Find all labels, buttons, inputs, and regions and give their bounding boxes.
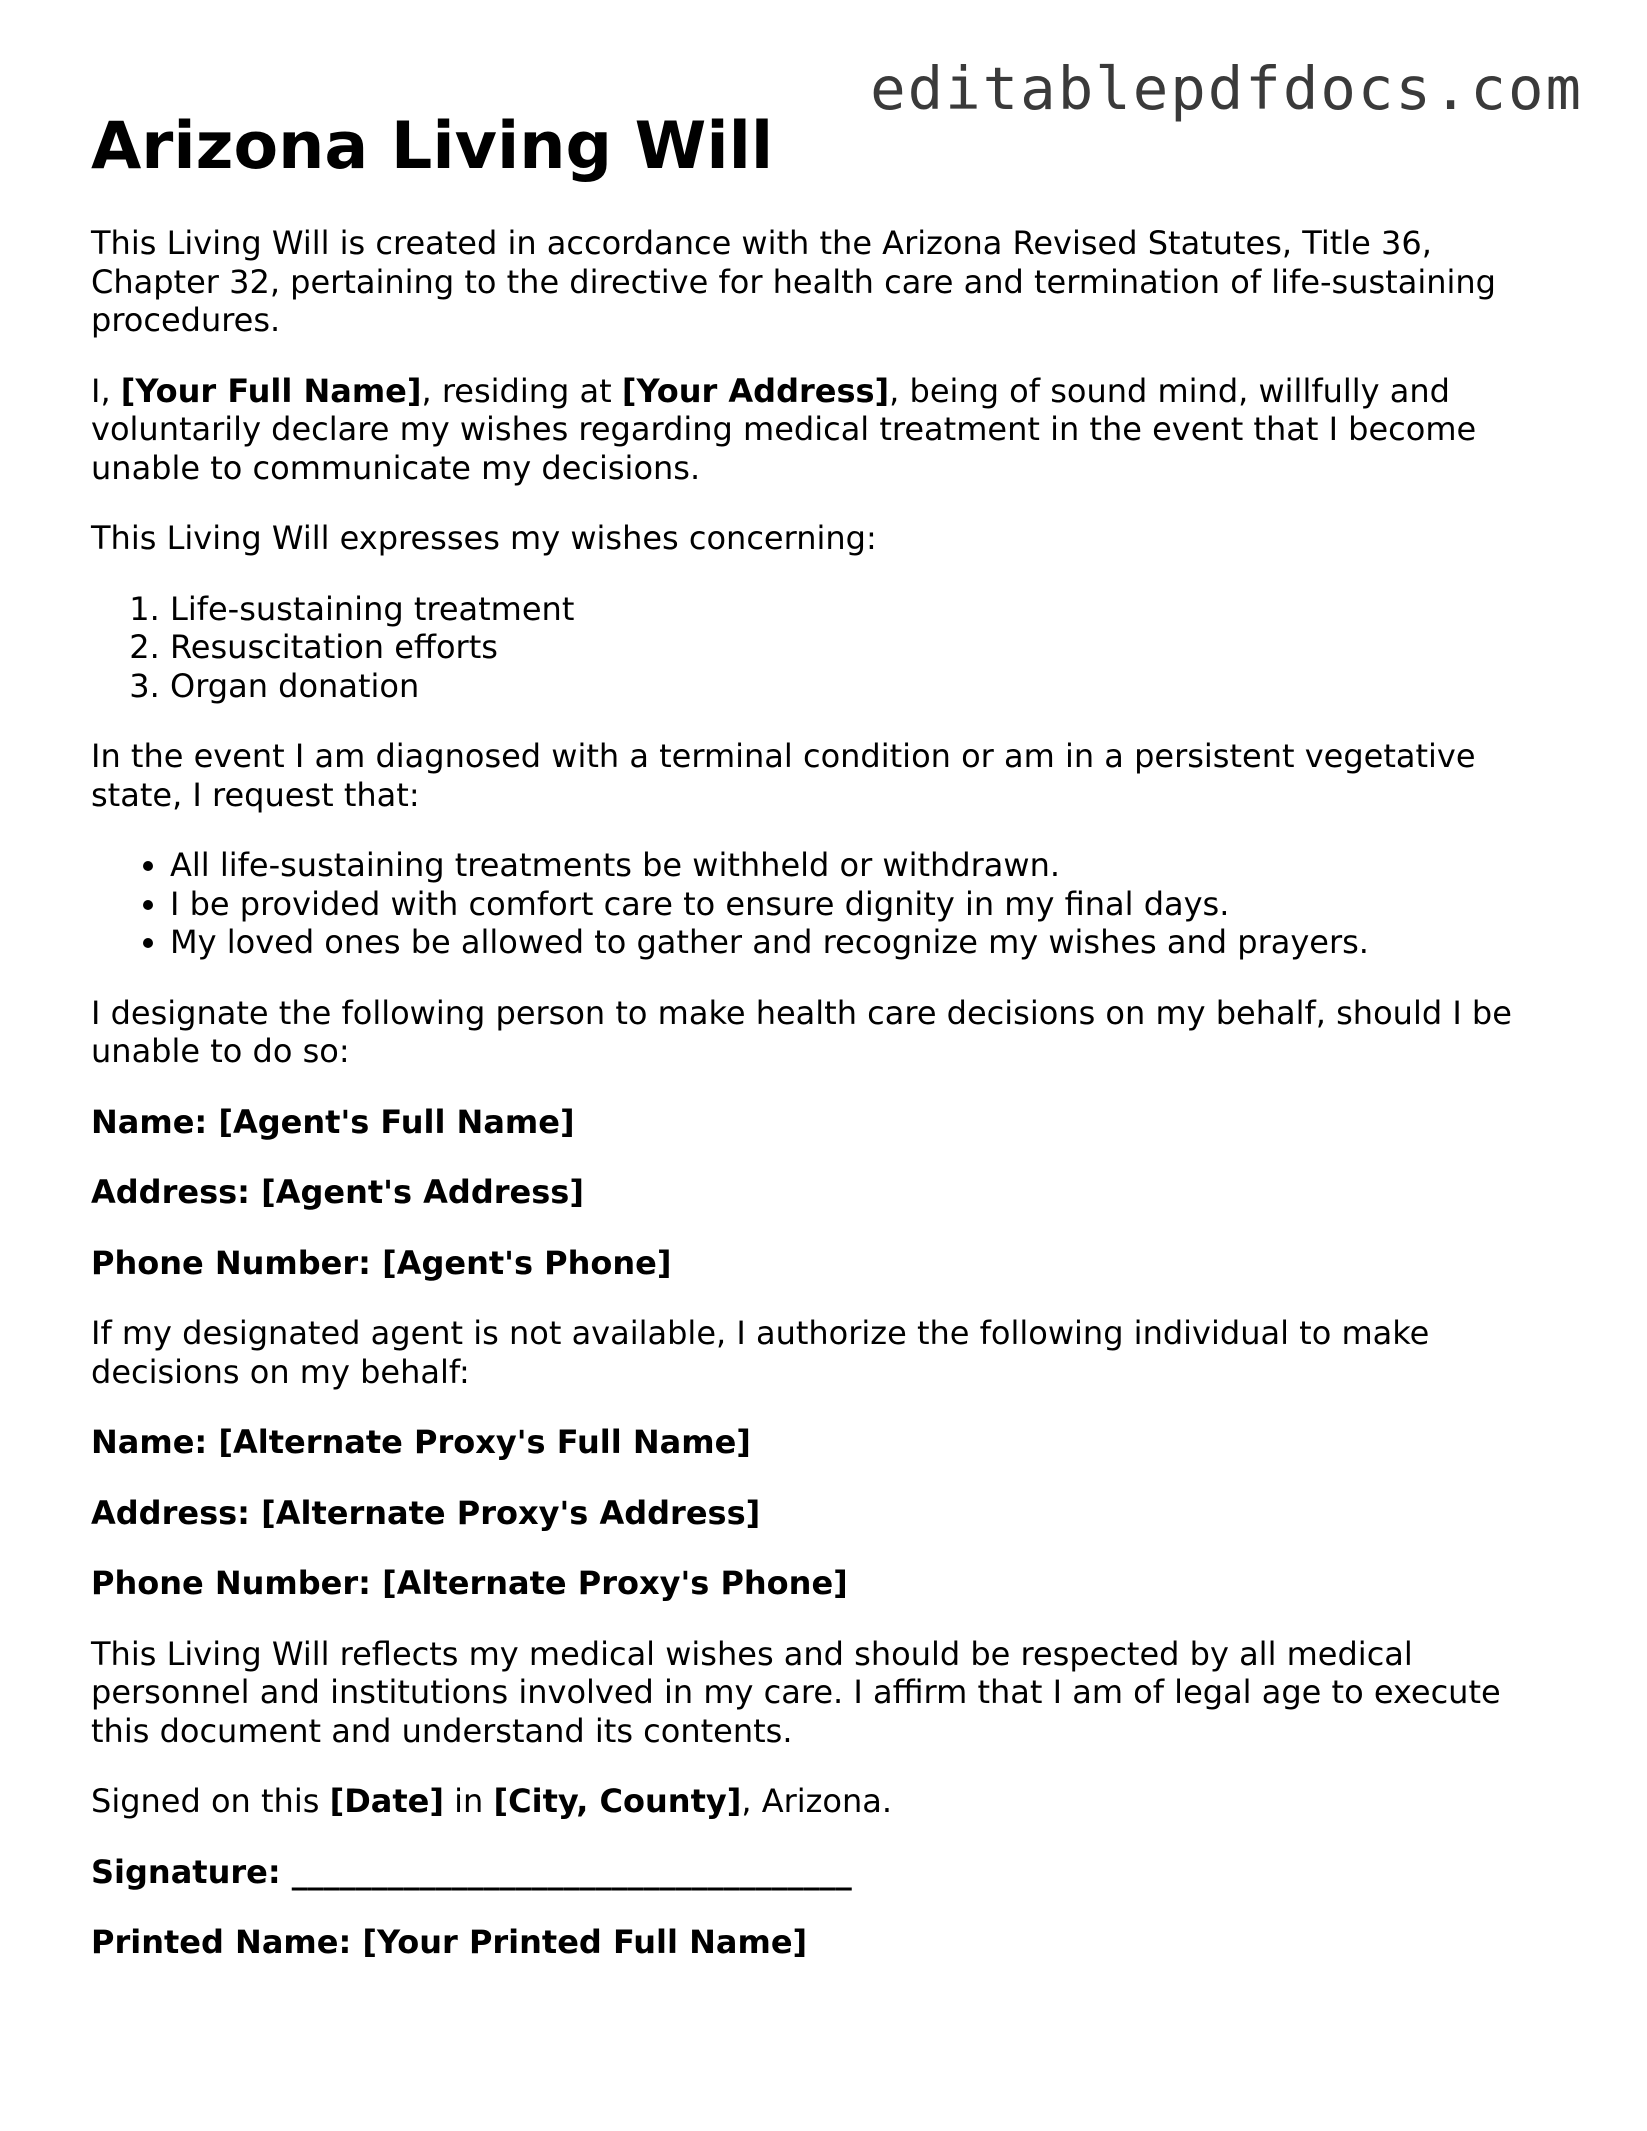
list-item: 1. Life-sustaining treatment <box>170 590 1561 629</box>
list-item: • My loved ones be allowed to gather and recognize my wishes and prayers. <box>170 923 1561 962</box>
list-item: 3. Organ donation <box>170 667 1561 706</box>
declaration-prefix: I, <box>91 371 121 410</box>
alternate-phone-field: Phone Number: [Alternate Proxy's Phone] <box>91 1564 848 1602</box>
signed-prefix: Signed on this <box>91 1782 330 1820</box>
alternate-intro: If my designated agent is not available, I authorize the following individual to make decisions on my behalf: <box>91 1314 1430 1391</box>
agent-name-field: Name: [Agent's Full Name] <box>91 1102 575 1141</box>
affirmation-paragraph: This Living Will reflects my medical wishes and should be respected by all medical personnel and institutions involved in my care. I affirm that I am of legal age to execute this document and understand its contents. <box>91 1634 1501 1750</box>
document-title: Arizona Living Will <box>91 109 774 184</box>
address-placeholder: [Your Address] <box>621 371 890 410</box>
document-body <box>91 108 1561 1994</box>
declaration-middle: , residing at <box>421 371 622 410</box>
signed-middle: in <box>443 1782 494 1820</box>
signed-suffix: , Arizona. <box>741 1782 893 1820</box>
condition-intro: In the event I am diagnosed with a terminal condition or am in a persistent vegetative state, I request that: <box>91 737 1476 814</box>
signature-line: Signature: ___________________________________ <box>91 1852 852 1891</box>
date-placeholder: [Date] <box>329 1782 444 1820</box>
location-placeholder: [City, County] <box>493 1782 742 1820</box>
printed-name-field: Printed Name: [Your Printed Full Name] <box>91 1923 808 1961</box>
declaration-paragraph <box>91 372 1561 488</box>
concerns-list <box>91 590 1561 706</box>
list-item: • All life-sustaining treatments be withheld or withdrawn. <box>170 846 1561 885</box>
list-item: 2. Resuscitation efforts <box>170 628 1561 667</box>
concerns-intro: This Living Will expresses my wishes concerning: <box>91 519 877 557</box>
watermark: editablepdfdocs.com <box>870 54 1583 123</box>
signed-line <box>91 1782 1561 1821</box>
agent-address-field: Address: [Agent's Address] <box>91 1173 584 1211</box>
full-name-placeholder: [Your Full Name] <box>120 371 422 410</box>
requests-list <box>91 846 1561 962</box>
agent-intro: I designate the following person to make health care decisions on my behalf, should I be unable to do so: <box>91 993 1512 1070</box>
agent-phone-field: Phone Number: [Agent's Phone] <box>91 1243 672 1282</box>
alternate-name-field: Name: [Alternate Proxy's Full Name] <box>91 1423 751 1461</box>
declaration-suffix: , being of sound mind, willfully and voluntarily declare my wishes regarding medical treatment in the event that I become unable to communicate my decisions. <box>91 371 1477 487</box>
list-item: • I be provided with comfort care to ensure dignity in my final days. <box>170 885 1561 924</box>
alternate-address-field: Address: [Alternate Proxy's Address] <box>91 1493 761 1532</box>
intro-paragraph: This Living Will is created in accordance with the Arizona Revised Statutes, Title 36, Chapter 32, pertaining to the directive for health care and termination of life-sustaining procedures. <box>91 224 1496 339</box>
